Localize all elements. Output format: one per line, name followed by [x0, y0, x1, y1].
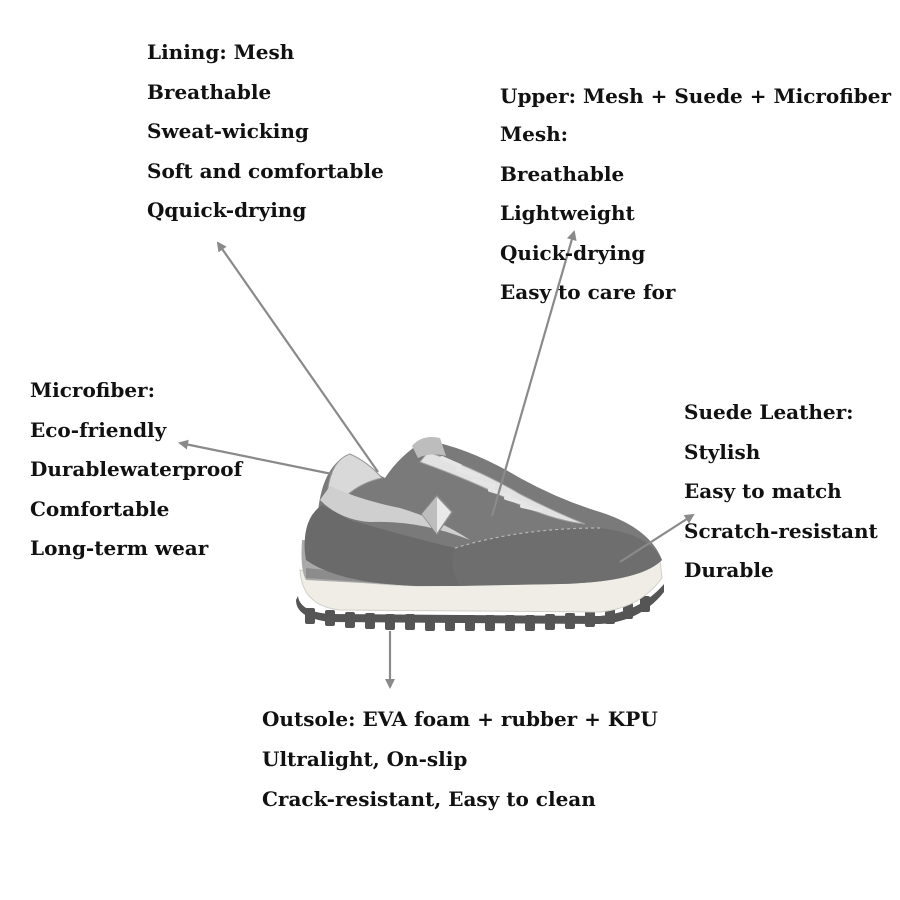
lining-feature: Sweat-wicking — [147, 119, 309, 143]
microfiber-title: Microfiber: — [30, 378, 155, 402]
suede-feature: Durable — [684, 558, 774, 582]
lining-title: Lining: Mesh — [147, 40, 295, 64]
suede-callout — [684, 400, 878, 598]
suede-feature: Easy to match — [684, 479, 842, 503]
upper-title: Upper: Mesh + Suede + Microfiber — [500, 84, 892, 108]
upper-feature: Breathable — [500, 161, 625, 186]
suede-title: Suede Leather: — [684, 400, 854, 424]
suede-feature: Stylish — [684, 439, 761, 464]
upper-callout — [500, 84, 891, 320]
mesh-subtitle: Mesh: — [500, 122, 569, 146]
lining-feature: Breathable — [147, 79, 272, 104]
sneaker-illustration — [296, 437, 664, 631]
microfiber-feature: Long-term wear — [30, 536, 209, 560]
lining-feature: Soft and comfortable — [147, 158, 384, 183]
lining-feature: Qquick-drying — [147, 198, 307, 222]
upper-feature: Quick-drying — [500, 240, 646, 265]
upper-feature: Easy to care for — [500, 280, 676, 304]
lining-callout — [147, 40, 384, 238]
microfiber-feature: Comfortable — [30, 496, 170, 521]
outsole-callout — [262, 707, 658, 827]
microfiber-feature: Durablewaterproof — [30, 457, 243, 481]
outsole-title: Outsole: EVA foam + rubber + KPU — [262, 707, 658, 731]
suede-feature: Scratch-resistant — [684, 518, 878, 543]
upper-feature: Lightweight — [500, 201, 635, 225]
microfiber-callout — [30, 378, 242, 576]
outsole-feature: Ultralight, On-slip — [262, 747, 468, 771]
microfiber-feature: Eco-friendly — [30, 417, 167, 442]
outsole-feature: Crack-resistant, Easy to clean — [262, 787, 596, 811]
